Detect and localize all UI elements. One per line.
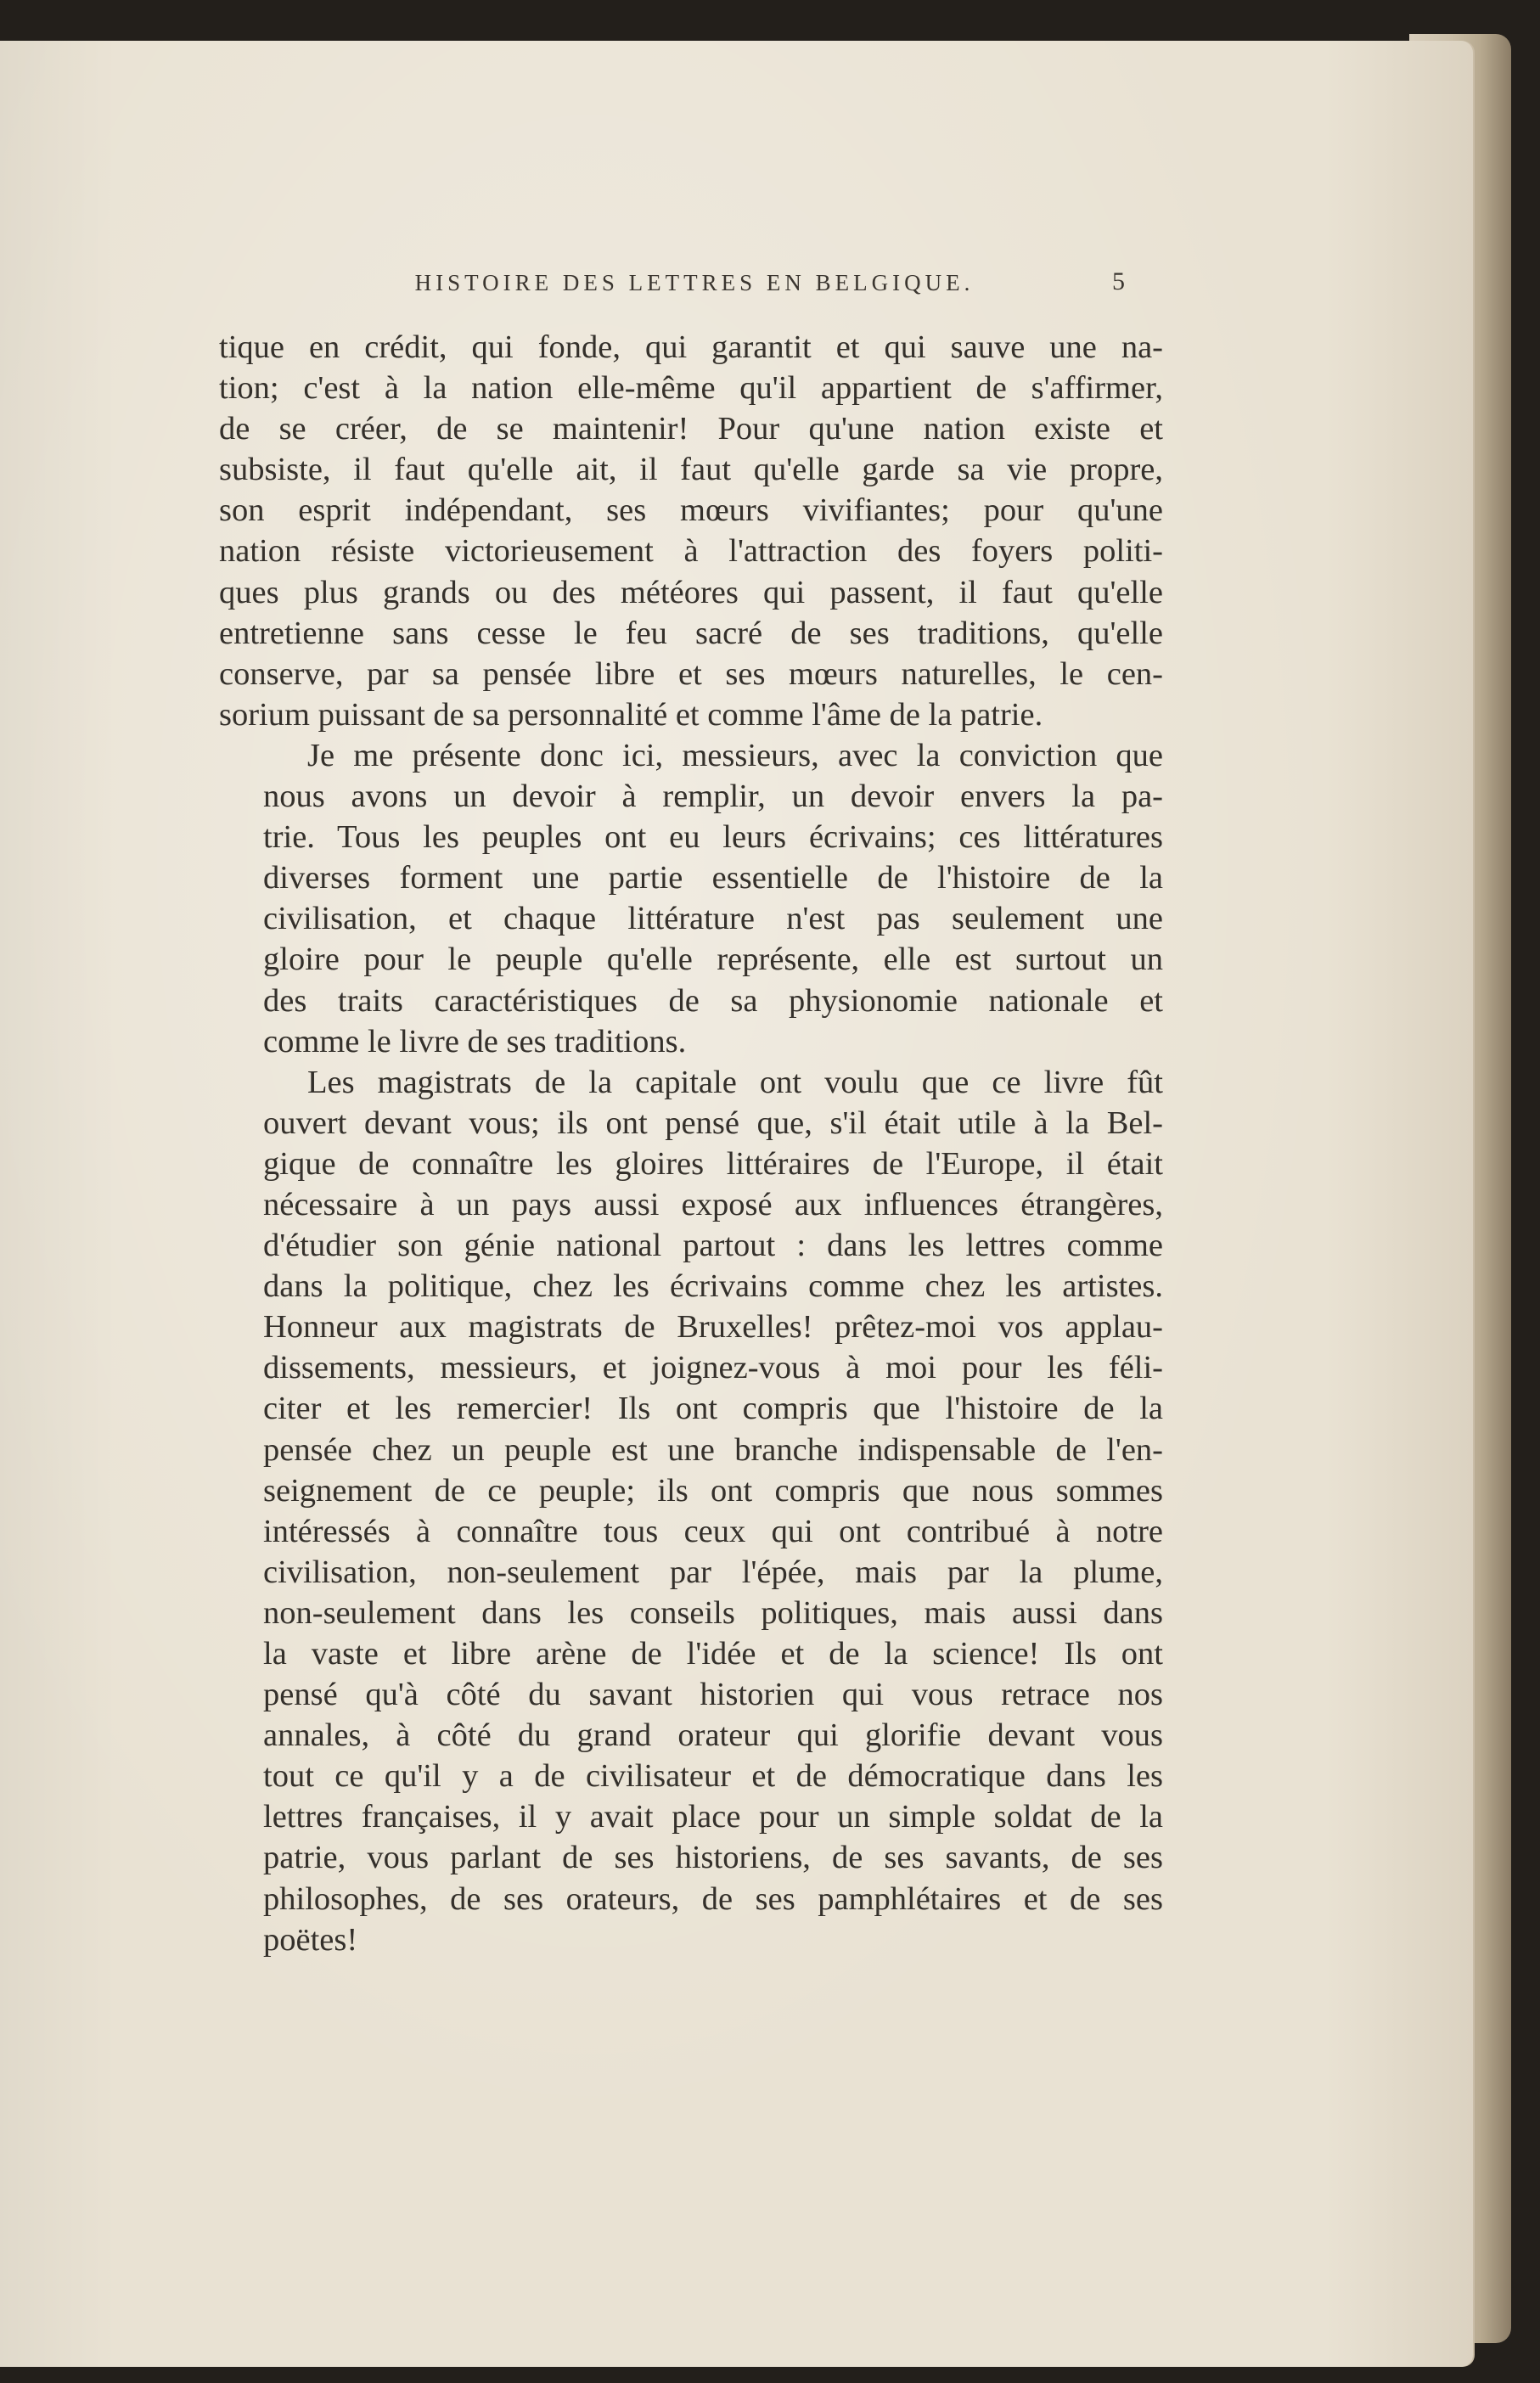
text-line: d'étudier son génie national partout : dans les lettres comme	[263, 1228, 1163, 1264]
text-line: lettres françaises, il y avait place pour un simple soldat de la	[263, 1799, 1163, 1835]
text-line: subsiste, il faut qu'elle ait, il faut qu'elle garde sa vie propre,	[219, 452, 1163, 488]
text-line: patrie, vous parlant de ses historiens, de ses savants, de ses	[263, 1840, 1163, 1876]
text-line: nation résiste victorieusement à l'attraction des foyers politi-	[219, 533, 1163, 570]
paragraph	[219, 1062, 1163, 1960]
paragraph	[219, 735, 1163, 1062]
text-line: Je me présente donc ici, messieurs, avec la conviction que	[307, 737, 1163, 773]
text-line: Honneur aux magistrats de Bruxelles! prêtez-moi vos applau-	[263, 1309, 1163, 1346]
text-line: comme le livre de ses traditions.	[263, 1023, 687, 1059]
text-line: tique en crédit, qui fonde, qui garantit et qui sauve une na-	[219, 329, 1163, 365]
text-line: nous avons un devoir à remplir, un devoir envers la pa-	[263, 778, 1163, 815]
text-line: dans la politique, chez les écrivains comme chez les artistes.	[263, 1268, 1163, 1305]
text-line: civilisation, non-seulement par l'épée, mais par la plume,	[263, 1554, 1163, 1590]
text-line: citer et les remercier! Ils ont compris que l'histoire de la	[263, 1391, 1163, 1427]
paragraph	[219, 327, 1163, 735]
body-text	[219, 327, 1163, 1960]
text-line: son esprit indépendant, ses mœurs vivifiantes; pour qu'une	[219, 492, 1163, 529]
text-line: annales, à côté du grand orateur qui glorifie devant vous	[263, 1717, 1163, 1754]
text-line: intéressés à connaître tous ceux qui ont contribué à notre	[263, 1513, 1163, 1549]
text-line: ques plus grands ou des météores qui passent, il faut qu'elle	[219, 574, 1163, 610]
text-line: Les magistrats de la capitale ont voulu que ce livre fût	[307, 1064, 1163, 1100]
page-number: 5	[1112, 267, 1125, 295]
text-line: pensé qu'à côté du savant historien qui vous retrace nos	[263, 1677, 1163, 1713]
text-line: la vaste et libre arène de l'idée et de la science! Ils ont	[263, 1636, 1163, 1672]
text-line: non-seulement dans les conseils politiques, mais aussi dans	[263, 1594, 1163, 1631]
text-line: ouvert devant vous; ils ont pensé que, s'il était utile à la Bel-	[263, 1104, 1163, 1141]
text-line: tion; c'est à la nation elle-même qu'il appartient de s'affirmer,	[219, 370, 1163, 407]
text-line: entretienne sans cesse le feu sacré de ses traditions, qu'elle	[219, 615, 1163, 651]
text-line: dissements, messieurs, et joignez-vous à moi pour les féli-	[263, 1350, 1163, 1386]
text-line: conserve, par sa pensée libre et ses mœurs naturelles, le cen-	[219, 655, 1163, 692]
text-line: gloire pour le peuple qu'elle représente, elle est surtout un	[263, 941, 1163, 978]
text-line: nécessaire à un pays aussi exposé aux influences étrangères,	[263, 1186, 1163, 1222]
text-line: de se créer, de se maintenir! Pour qu'une nation existe et	[219, 411, 1163, 447]
text-line: seignement de ce peuple; ils ont compris que nous sommes	[263, 1472, 1163, 1509]
running-head: HISTOIRE DES LETTRES EN BELGIQUE.	[414, 270, 975, 295]
text-line: sorium puissant de sa personnalité et comme l'âme de la patrie.	[219, 696, 1043, 733]
text-line: gique de connaître les gloires littéraires de l'Europe, il était	[263, 1145, 1163, 1182]
text-line: philosophes, de ses orateurs, de ses pamphlétaires et de ses	[263, 1880, 1163, 1917]
text-line: pensée chez un peuple est une branche indispensable de l'en-	[263, 1431, 1163, 1468]
text-line: des traits caractéristiques de sa physionomie nationale et	[263, 982, 1163, 1019]
text-line: tout ce qu'il y a de civilisateur et de démocratique dans les	[263, 1758, 1163, 1795]
text-line: civilisation, et chaque littérature n'est pas seulement une	[263, 901, 1163, 937]
text-line: poëtes!	[263, 1921, 358, 1958]
text-line: diverses forment une partie essentielle de l'histoire de la	[263, 860, 1163, 896]
text-line: trie. Tous les peuples ont eu leurs écrivains; ces littératures	[263, 819, 1163, 856]
